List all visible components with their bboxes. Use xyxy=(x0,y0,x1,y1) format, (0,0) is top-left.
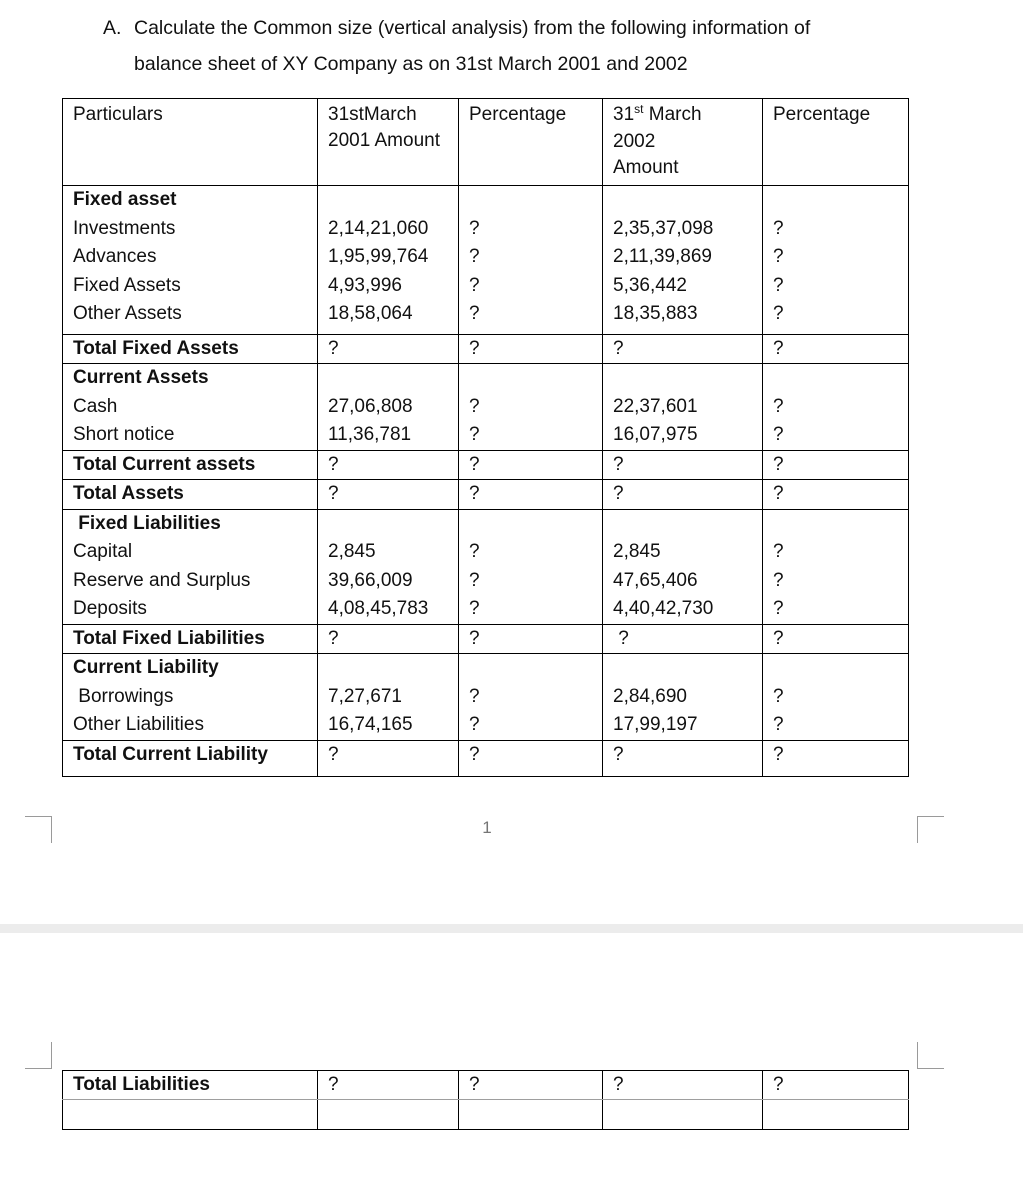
table-cell xyxy=(763,1071,909,1100)
page-break-separator xyxy=(0,924,1023,933)
page2-top-right-margin-mark xyxy=(917,1042,944,1069)
table-cell xyxy=(603,364,763,451)
table-cell xyxy=(63,99,318,186)
cell-line: 18,35,883 xyxy=(613,303,698,324)
cell-line xyxy=(773,1100,906,1128)
table-cell xyxy=(318,334,459,364)
table-cell xyxy=(63,1071,318,1100)
cell-line: ? xyxy=(469,424,480,445)
cell-line: ? xyxy=(773,453,784,475)
cell-line: Particulars xyxy=(73,104,163,125)
cell-line: ? xyxy=(773,627,784,649)
cell-line: ? xyxy=(469,743,480,765)
total-liabilities-table xyxy=(62,1070,909,1130)
table-cell xyxy=(603,99,763,186)
heading-text xyxy=(134,10,810,82)
balance-sheet-table-body xyxy=(63,186,909,777)
cell-line xyxy=(73,1100,315,1128)
cell-line: ? xyxy=(773,598,784,619)
cell-line: Total Current Liability xyxy=(73,743,268,765)
cell-line: ? xyxy=(613,1074,624,1095)
table-row xyxy=(63,334,909,364)
cell-line: Advances xyxy=(73,246,157,267)
cell-line: ? xyxy=(328,453,339,475)
table-cell xyxy=(459,509,603,624)
table-cell xyxy=(318,480,459,510)
table-cell xyxy=(63,624,318,654)
cell-line: ? xyxy=(328,483,339,504)
table-row xyxy=(63,186,909,335)
cell-line: 2,11,39,869 xyxy=(613,246,712,267)
cell-line: 2,14,21,060 xyxy=(328,217,429,239)
cell-line: ? xyxy=(469,337,480,359)
table-cell xyxy=(459,740,603,777)
page2-top-left-margin-mark xyxy=(25,1042,52,1069)
cell-line: 2,845 xyxy=(328,541,376,562)
table-row xyxy=(63,99,909,186)
table-cell xyxy=(603,1071,763,1100)
cell-line: Capital xyxy=(73,541,133,562)
table-cell xyxy=(318,509,459,624)
table-cell xyxy=(459,334,603,364)
table-cell xyxy=(318,364,459,451)
table-cell xyxy=(763,186,909,335)
cell-line: ? xyxy=(773,685,784,707)
cell-line: Borrowings xyxy=(73,685,174,707)
table-cell xyxy=(318,450,459,480)
cell-line: 2,35,37,098 xyxy=(613,217,714,239)
table-cell xyxy=(603,1100,763,1130)
table-cell xyxy=(63,450,318,480)
heading-line-2: balance sheet of XY Company as on 31st March 2001 and 2002 xyxy=(134,53,688,75)
table-cell xyxy=(603,334,763,364)
balance-sheet-table xyxy=(62,98,909,777)
list-marker: A. xyxy=(103,17,122,39)
cell-line xyxy=(613,1100,760,1128)
cell-line xyxy=(469,1100,600,1128)
cell-line: Fixed Assets xyxy=(73,274,181,296)
cell-line: Total Liabilities xyxy=(73,1074,210,1095)
table-cell xyxy=(63,364,318,451)
table-cell xyxy=(763,509,909,624)
table-cell xyxy=(763,334,909,364)
cell-line xyxy=(469,186,600,215)
cell-line: Fixed Liabilities xyxy=(73,512,221,534)
table-cell xyxy=(63,509,318,624)
table-cell xyxy=(63,1100,318,1130)
table-cell xyxy=(63,654,318,741)
cell-line: ? xyxy=(469,685,480,707)
cell-line xyxy=(613,364,760,393)
table-row xyxy=(63,1100,909,1130)
question-heading xyxy=(103,10,810,82)
cell-line: Total Fixed Liabilities xyxy=(73,627,265,649)
cell-line: ? xyxy=(773,395,784,417)
table-row xyxy=(63,1071,909,1100)
cell-line: ? xyxy=(469,541,480,562)
cell-line: 17,99,197 xyxy=(613,714,698,735)
cell-line xyxy=(328,1100,456,1128)
cell-line: 11,36,781 xyxy=(328,424,412,445)
table-cell xyxy=(763,624,909,654)
table-cell xyxy=(318,1071,459,1100)
cell-line: ? xyxy=(469,395,480,417)
table-cell xyxy=(318,186,459,335)
table-cell xyxy=(763,740,909,777)
cell-line: Current Assets xyxy=(73,367,209,388)
cell-line: Reserve and Surplus xyxy=(73,569,251,591)
table-cell xyxy=(763,1100,909,1130)
table-cell xyxy=(318,654,459,741)
cell-line: Percentage xyxy=(469,104,567,125)
cell-line: 16,07,975 xyxy=(613,424,698,445)
table-cell xyxy=(603,509,763,624)
cell-line xyxy=(773,510,906,539)
table-cell xyxy=(459,99,603,186)
cell-line: 2,84,690 xyxy=(613,685,687,707)
table-cell xyxy=(318,1100,459,1130)
cell-line: ? xyxy=(469,598,480,619)
cell-line: Total Current assets xyxy=(73,453,256,475)
cell-line xyxy=(328,364,456,393)
cell-line: 18,58,064 xyxy=(328,303,413,324)
cell-line: Fixed asset xyxy=(73,189,177,210)
cell-line xyxy=(773,186,906,215)
cell-line: ? xyxy=(773,217,784,239)
cell-line: ? xyxy=(773,714,784,735)
table-cell xyxy=(318,624,459,654)
cell-line: ? xyxy=(328,627,339,649)
table-cell xyxy=(763,480,909,510)
cell-line: 31stMarch xyxy=(328,104,417,125)
cell-line: ? xyxy=(773,1074,784,1095)
cell-line: ? xyxy=(469,303,480,324)
cell-line: 22,37,601 xyxy=(613,395,698,417)
cell-line: 4,08,45,783 xyxy=(328,598,429,619)
table-cell xyxy=(459,654,603,741)
cell-line: ? xyxy=(328,337,339,359)
cell-line: Deposits xyxy=(73,598,147,619)
cell-line: Other Liabilities xyxy=(73,714,204,735)
cell-line xyxy=(613,186,760,215)
cell-line: ? xyxy=(773,303,784,324)
table-cell xyxy=(603,740,763,777)
page-number: 1 xyxy=(482,818,492,837)
cell-line: ? xyxy=(469,1074,480,1095)
table-cell xyxy=(763,99,909,186)
heading-line-1: Calculate the Common size (vertical analysis) from the following information of xyxy=(134,17,811,39)
table-cell xyxy=(459,186,603,335)
cell-line: 31st March xyxy=(613,102,702,125)
cell-line: Total Assets xyxy=(73,483,184,504)
cell-line: ? xyxy=(773,246,784,267)
table-cell xyxy=(763,450,909,480)
table-cell xyxy=(459,480,603,510)
cell-line: ? xyxy=(328,743,339,765)
cell-line: ? xyxy=(469,217,480,239)
table-row xyxy=(63,740,909,777)
cell-line: ? xyxy=(773,541,784,562)
table-cell xyxy=(63,334,318,364)
cell-line: ? xyxy=(773,337,784,359)
table-cell xyxy=(603,654,763,741)
table-row xyxy=(63,509,909,624)
table-cell xyxy=(459,1071,603,1100)
cell-line xyxy=(613,510,760,539)
cell-line xyxy=(328,654,456,683)
cell-line: ? xyxy=(469,453,480,475)
cell-line: 7,27,671 xyxy=(328,685,402,707)
table-cell xyxy=(603,624,763,654)
cell-line: 16,74,165 xyxy=(328,714,413,735)
cell-line: Other Assets xyxy=(73,303,182,324)
table-row xyxy=(63,364,909,451)
cell-line: ? xyxy=(469,274,480,296)
balance-sheet-table-header xyxy=(63,99,909,186)
cell-line: ? xyxy=(613,337,624,359)
cell-line xyxy=(773,364,906,393)
table-row xyxy=(63,624,909,654)
cell-line: 2002 xyxy=(613,131,656,152)
cell-line: ? xyxy=(773,743,784,765)
cell-line: ? xyxy=(773,424,784,445)
cell-line: 5,36,442 xyxy=(613,274,687,296)
cell-line: ? xyxy=(328,1074,339,1095)
cell-line: ? xyxy=(469,569,480,591)
cell-line xyxy=(469,654,600,683)
cell-line: ? xyxy=(613,483,624,504)
table-cell xyxy=(763,364,909,451)
table-cell xyxy=(459,624,603,654)
table-cell xyxy=(459,1100,603,1130)
cell-line: 2,845 xyxy=(613,541,661,562)
cell-line: Current Liability xyxy=(73,657,219,678)
table-cell xyxy=(763,654,909,741)
cell-line: ? xyxy=(469,714,480,735)
cell-line: ? xyxy=(469,246,480,267)
cell-line: ? xyxy=(613,627,629,649)
cell-line: 47,65,406 xyxy=(613,569,698,591)
cell-line xyxy=(469,364,600,393)
table-row xyxy=(63,480,909,510)
table-cell xyxy=(603,186,763,335)
table-cell xyxy=(318,740,459,777)
table-row xyxy=(63,450,909,480)
cell-line: ? xyxy=(613,453,624,475)
cell-line: Short notice xyxy=(73,424,175,445)
cell-line: ? xyxy=(469,627,480,649)
table-cell xyxy=(603,480,763,510)
cell-line xyxy=(328,186,456,215)
cell-line: ? xyxy=(773,569,784,591)
table-cell xyxy=(459,450,603,480)
cell-line: ? xyxy=(773,274,784,296)
table-cell xyxy=(459,364,603,451)
cell-line: Investments xyxy=(73,217,176,239)
total-liabilities-table-body xyxy=(63,1071,909,1130)
cell-line xyxy=(469,510,600,539)
table-cell xyxy=(318,99,459,186)
cell-line: ? xyxy=(469,483,480,504)
cell-line: Total Fixed Assets xyxy=(73,337,239,359)
cell-line: 4,93,996 xyxy=(328,274,402,296)
cell-line xyxy=(773,654,906,683)
cell-line xyxy=(328,510,456,539)
cell-line xyxy=(613,654,760,683)
cell-line: Percentage xyxy=(773,104,871,125)
cell-line: Amount xyxy=(613,157,679,178)
table-row xyxy=(63,654,909,741)
cell-line: 27,06,808 xyxy=(328,395,413,417)
cell-line: ? xyxy=(773,483,784,504)
cell-line: 4,40,42,730 xyxy=(613,598,714,619)
cell-line: ? xyxy=(613,743,624,765)
table-cell xyxy=(63,740,318,777)
table-cell xyxy=(63,480,318,510)
cell-line: 2001 Amount xyxy=(328,130,440,151)
table-cell xyxy=(603,450,763,480)
cell-line: 39,66,009 xyxy=(328,569,413,591)
cell-line: Cash xyxy=(73,395,118,417)
table-cell xyxy=(63,186,318,335)
cell-line: 1,95,99,764 xyxy=(328,246,429,267)
